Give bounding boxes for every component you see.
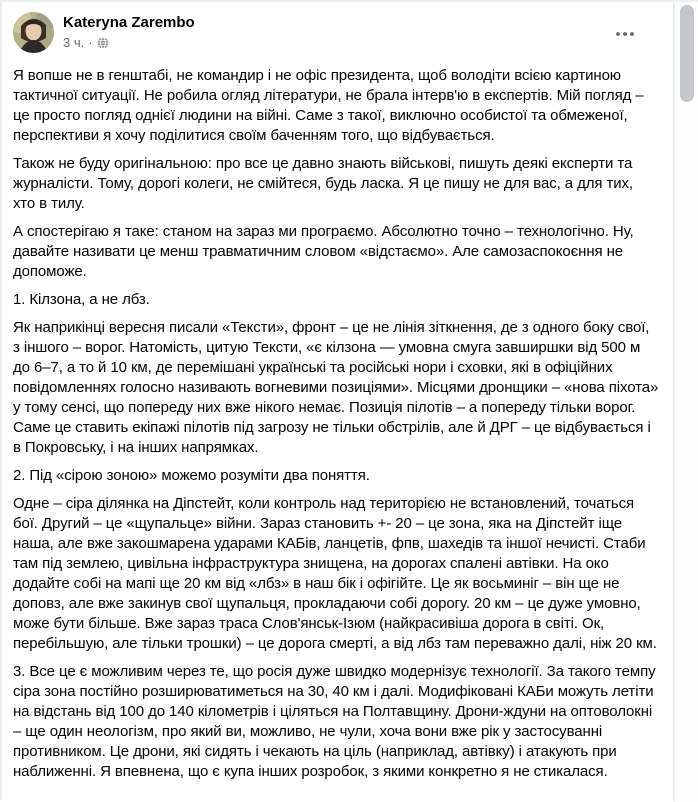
post-body xyxy=(13,66,659,782)
post-content-area xyxy=(2,2,674,800)
post-paragraph: Одне – сіра ділянка на Діпстейт, коли контроль над територією не встановлений, точаться бої. Другий – це «щупальце» війни. Зараз становить +- 20 – це зона, яка на Діпстейт іще наша, але вже закошмарена ударами КАБів, ланцетів, фпв, шахедів та іншої нечисті. Стаби там під землею, цивільна інфраструктура знищена, на дорогах спалені автівки. На око додайте собі на мапі ще 20 км від «лбз» в наш бік і офігійте. Це як восьминіг – він ще не доповз, але вже закинув свої щупальця, прокладаючи собі дорогу. 20 км – це дуже умовно, може бути більше. Вже зараз траса Слов'янськ-Ізюм (найкрасивіша дорога в світі. Ок, перебільшую, але тільки трошки) – це дорога смерті, а від лбз там переважно далі, ніж 20 км. xyxy=(13,495,657,652)
post-paragraph: 1. Кілзона, а не лбз. xyxy=(13,291,150,308)
globe-icon xyxy=(97,37,109,49)
timestamp[interactable]: 3 ч. xyxy=(63,35,85,50)
post-paragraph: Також не буду оригінальною: про все це давно знають військові, пишуть деякі експерти та журналісти. Тому, дорогі колеги, не смійтеся, будь ласка. Я це пишу не для вас, а для тих, хто в тилу. xyxy=(13,155,633,212)
ellipsis-icon xyxy=(615,31,635,37)
scrollbar-thumb[interactable] xyxy=(680,5,694,102)
avatar-photo xyxy=(13,12,54,53)
scrollbar-track[interactable] xyxy=(674,2,698,802)
post-header xyxy=(13,12,659,53)
post-paragraph: 3. Все це є можливим через те, що росія дуже швидко модернізує технології. За такого темпу сіра зона постійно розширюватиметься на 30, 40 км і далі. Модифіковані КАБи можуть летіти на відстань від 100 до 140 кілометрів і ціляться на Полтавщину. Дрони-ждуни на оптоволокні – ще один неологізм, про який ви, можливо, не чули, хоча вони вже рік у застосуванні противником. Це дрони, які сидять і чекають на ціль (наприклад, автівку) і атакують при наближенні. Я впевнена, що є купа інших розробок, з якими конкретно я не стикалася. xyxy=(13,663,656,780)
meta-separator: · xyxy=(88,35,93,50)
post-paragraph: Я вопше не в генштабі, не командир і не офіс президента, щоб володіти всією картиною тактичної ситуації. Не робила огляд літератури, не брала інтерв'ю в експертів. Мій погляд – це просто погляд однієї людини на війні. Саме з такої, виключно особистої та обмеженої, перспективи я хочу поділитися своїм баченням того, що відбувається. xyxy=(13,67,644,144)
post-menu-button[interactable] xyxy=(609,20,641,48)
post-meta xyxy=(63,34,195,51)
post-paragraph: 2. Під «сірою зоною» можемо розуміти два поняття. xyxy=(13,467,370,484)
avatar[interactable] xyxy=(13,12,54,53)
author-name[interactable]: Kateryna Zarembo xyxy=(63,14,195,31)
post-header-text xyxy=(63,12,195,51)
post-paragraph: А спостерігаю я таке: станом на зараз ми програємо. Абсолютно точно – технологічно. Ну, давайте називати це менш травматичним словом «відстаємо». Але самозаспокоєння не допоможе. xyxy=(13,223,634,280)
post-paragraph: Як наприкінці вересня писали «Тексти», фронт – це не лінія зіткнення, де з одного боку свої, з іншого – ворог. Натомість, цитую Тексти, «є кілзона — умовна смуга завширшки від 500 м до 6–7, а то й 10 км, де перемішані українські та російські нори і сховки, які в офіційних повідомленнях голосно називають вогневими позиціями». Місцями дронщики – «нова піхота» у тому сенсі, що попереду них вже нікого немає. Позиція пілотів – а попереду тільки ворог. Саме це ставить екіпажі пілотів під загрозу не тільки обстрілів, але й ДРГ – це відбувається і в Покровську, і на інших напрямках. xyxy=(13,319,659,456)
